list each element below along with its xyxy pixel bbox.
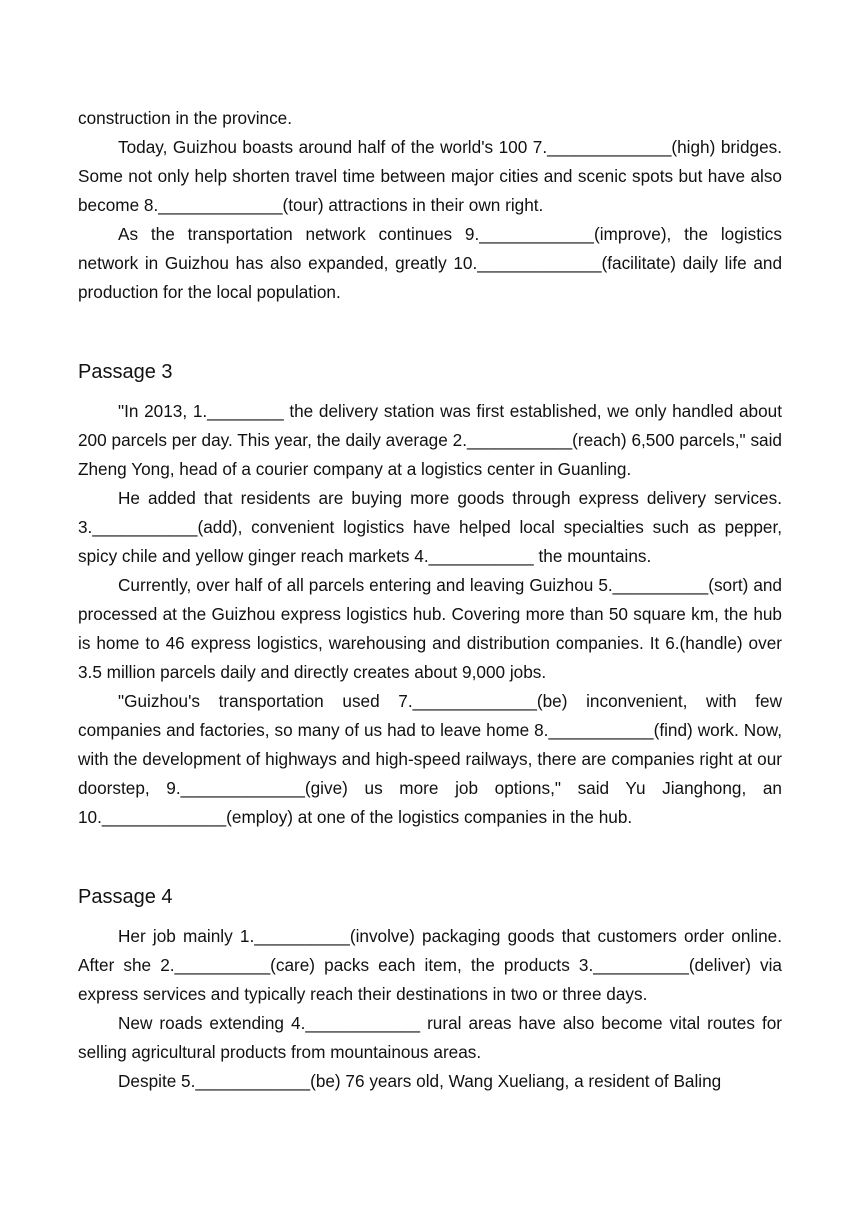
passage-4-heading: Passage 4: [78, 886, 173, 908]
passage-3-paragraph-3: Currently, over half of all parcels entering and leaving Guizhou 5.__________(sort) and processed at the Guizhou express logistics hub. Covering more than 50 square km, the hub is home to 46 express logistics, warehousing and distribution companies. It 6.(handle) over 3.5 million parcels daily and directly creates about 9,000 jobs.: [78, 575, 782, 682]
passage-4-paragraph-3: Despite 5.____________(be) 76 years old, Wang Xueliang, a resident of Baling: [118, 1071, 722, 1091]
passage-4-paragraph-1: Her job mainly 1.__________(involve) packaging goods that customers order online. After she 2.__________(care) packs each item, the products 3.__________(deliver) via express services and typically reach their destinations in two or three days.: [78, 926, 782, 1004]
passage-3-heading: Passage 3: [78, 361, 173, 383]
paragraph-construction: construction in the province.: [78, 108, 293, 128]
passage-4-paragraph-2: New roads extending 4.____________ rural areas have also become vital routes for selling agricultural products from mountainous areas.: [78, 1013, 782, 1062]
document-page: [78, 104, 782, 1096]
paragraph-bridges: Today, Guizhou boasts around half of the world's 100 7._____________(high) bridges. Some not only help shorten travel time between major cities and scenic spots but have also become 8._____________(tour) attractions in their own right.: [78, 137, 782, 215]
passage-3-paragraph-2: He added that residents are buying more goods through express delivery services. 3.___________(add), convenient logistics have helped local specialties such as pepper, spicy chile and yellow ginger reach markets 4.___________ the mountains.: [78, 488, 782, 566]
passage-3-paragraph-1: "In 2013, 1.________ the delivery station was first established, we only handled about 200 parcels per day. This year, the daily average 2.___________(reach) 6,500 parcels," said Zheng Yong, head of a courier company at a logistics center in Guanling.: [78, 401, 782, 479]
paragraph-transportation-network: As the transportation network continues 9.____________(improve), the logistics network in Guizhou has also expanded, greatly 10._____________(facilitate) daily life and production for the local population.: [78, 224, 782, 302]
passage-3-paragraph-4: "Guizhou's transportation used 7._____________(be) inconvenient, with few companies and factories, so many of us had to leave home 8.___________(find) work. Now, with the development of highways and high-speed railways, there are companies right at our doorstep, 9._____________(give) us more job options," said Yu Jianghong, an 10._____________(employ) at one of the logistics companies in the hub.: [78, 691, 782, 827]
